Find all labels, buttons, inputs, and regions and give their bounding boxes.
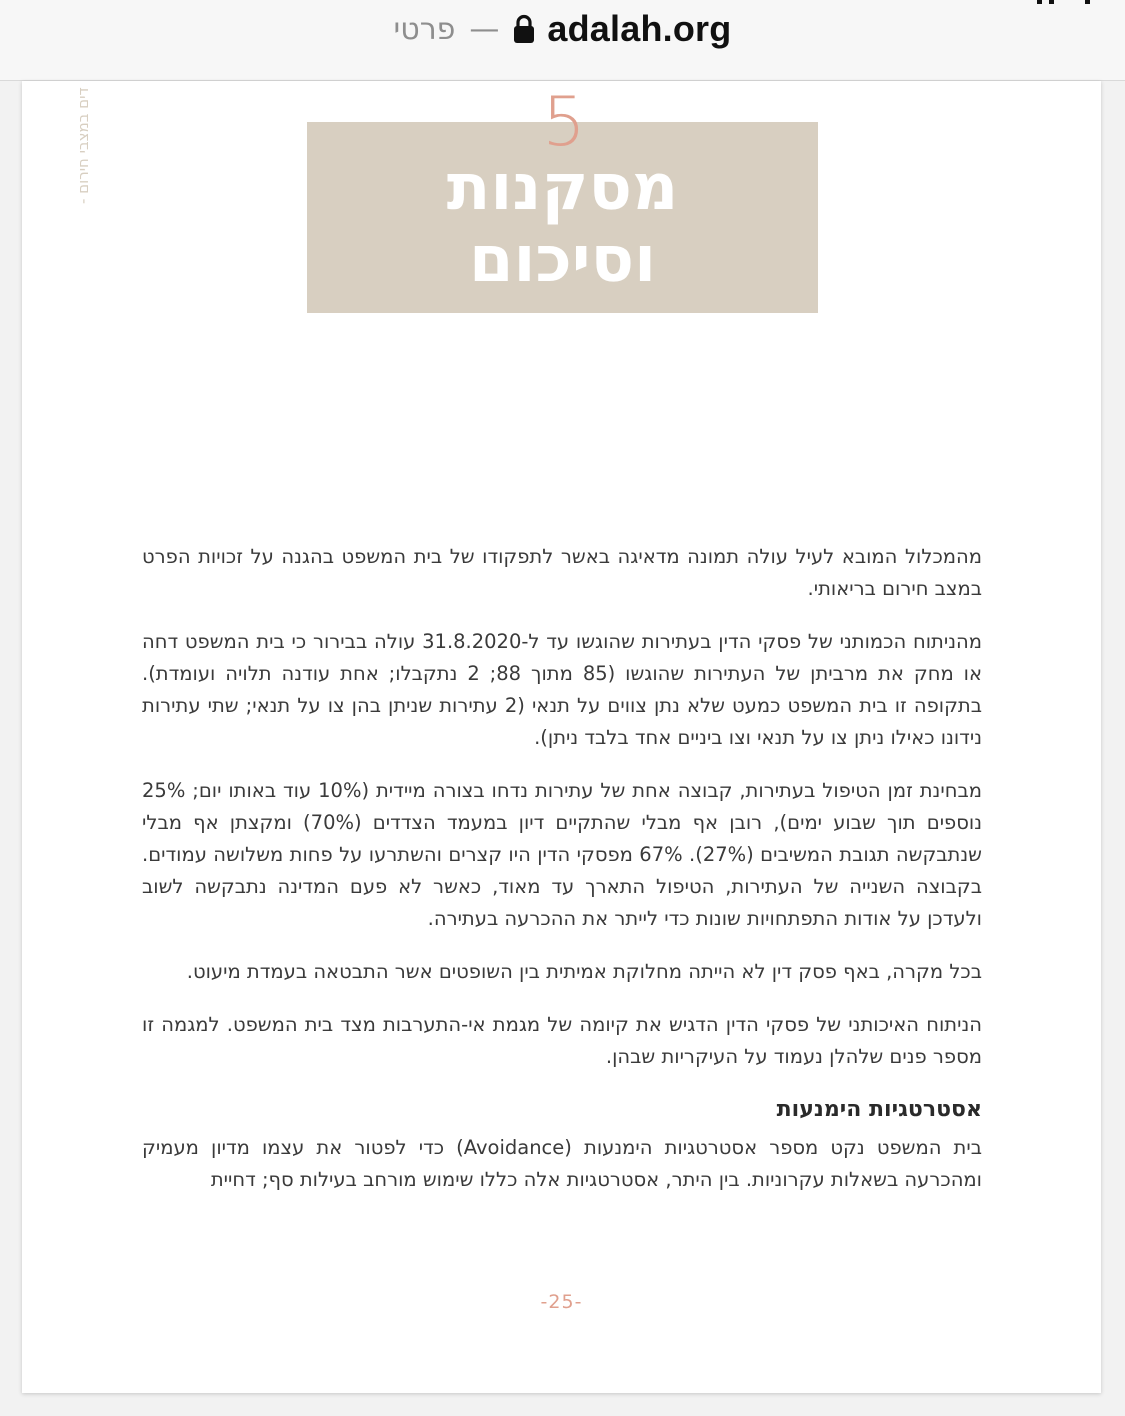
- document-viewer[interactable]: [0, 81, 1125, 1416]
- url-domain: adalah.org: [547, 8, 732, 49]
- section-heading: אסטרטגיות הימנעות: [776, 1097, 982, 1122]
- body-text: [142, 541, 982, 1217]
- paragraph: הניתוח האיכותני של פסקי הדין הדגיש את קיומה של מגמת אי-התערבות מצד בית המשפט. למגמה זו מספר פנים שלהלן נעמוד על העיקריות שבהן.: [142, 1013, 982, 1068]
- pdf-page: [22, 81, 1101, 1393]
- paragraph: מהניתוח הכמותני של פסקי הדין בעתירות שהוגשו עד ל-31.8.2020 עולה בבירור כי בית המשפט דחה או מחק את מרביתן של העתירות שהוגשו (85 מתוך 88; 2 נתקבלו; אחת עודנה תלויה ועומדת). בתקופה זו בית המשפט כמעט שלא נתן צווים על תנאי (2 עתירות שניתן בהן צו על תנאי; שתי עתירות נידונו כאילו ניתן צו על תנאי וצו ביניים אחד בלבד ניתן).: [142, 630, 983, 749]
- paragraph: מבחינת זמן הטיפול בעתירות, קבוצה אחת של עתירות נדחו בצורה מיידית (10% עוד באותו יום; 25% נוספים תוך שבוע ימים), רובן אף מבלי שהתקיים דיון במעמד הצדדים (70%) ומקצתן אף מבלי שנתבקשה תגובת המשיבים (27%). 67% מפסקי הדין היו קצרים והשתרעו על פחות משלושה עמודים. בקבוצה השנייה של העתירות, הטיפול התארך עד מאוד, כאשר לא פעם המדינה נתבקשה לשוב ולעדכן על אודות התפתחויות שונות כדי לייתר את ההכרעה בעתירה.: [142, 779, 983, 930]
- running-header: דים במצבי חירום -: [74, 87, 92, 204]
- browser-top-bar: [0, 0, 1125, 81]
- paragraph: מהמכלול המובא לעיל עולה תמונה מדאיגה באשר לתפקודו של בית המשפט בהגנה על זכויות הפרט במצב חירום בריאותי.: [142, 545, 982, 600]
- chapter-title-line-1: מסקנות: [446, 151, 679, 225]
- lock-icon: [513, 14, 535, 44]
- paragraph: בכל מקרה, באף פסק דין לא הייתה מחלוקת אמיתית בין השופטים אשר התבטאה בעמדת מיעוט.: [186, 960, 982, 983]
- address-bar[interactable]: [0, 0, 1125, 58]
- page-number: -25-: [540, 1291, 583, 1313]
- address-separator: —: [469, 11, 500, 47]
- private-mode-label: פרטי: [393, 11, 456, 47]
- paragraph: בית המשפט נקט מספר אסטרטגיות הימנעות (Avoidance) כדי לפטור את עצמו מדיון מעמיק ומהכרעה בשאלות עקרוניות. בין היתר, אסטרטגיות אלה כללו שימוש מורחב בעילות סף; דחיית: [142, 1136, 982, 1191]
- chapter-number: 5: [542, 83, 586, 162]
- chapter-title-line-2: וסיכום: [468, 223, 657, 297]
